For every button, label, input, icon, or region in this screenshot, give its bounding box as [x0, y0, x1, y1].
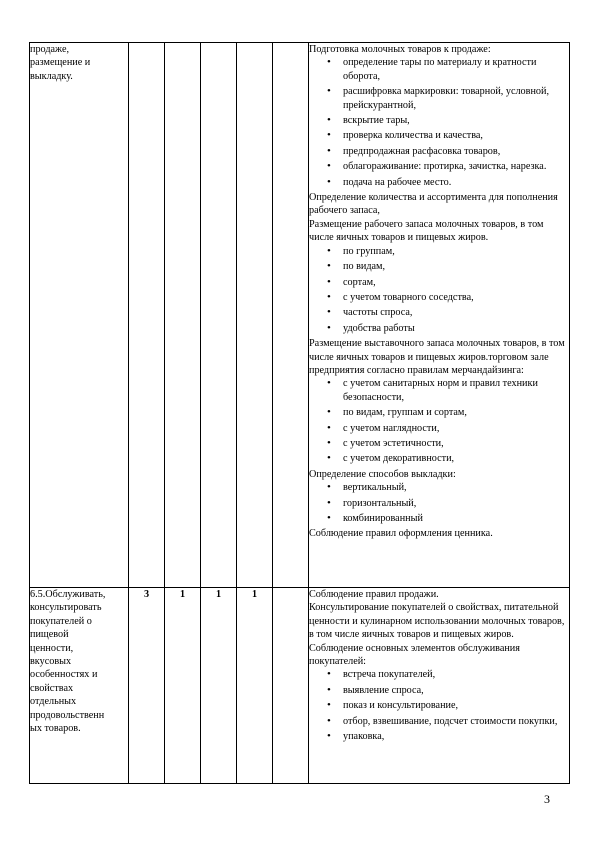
list-item: • выявление спроса, [309, 684, 569, 697]
hours-cell [273, 588, 309, 784]
list-item: • с учетом товарного соседства, [309, 291, 569, 304]
activity-cell [309, 43, 570, 588]
list-item: • подача на рабочее место. [309, 176, 569, 189]
list-item: • с учетом санитарных норм и правил техники безопасности, [309, 377, 569, 404]
list-item: • определение тары по материалу и кратности оборота, [309, 56, 569, 83]
page-number: 3 [544, 792, 550, 806]
hours-cell [237, 43, 273, 588]
list-item: • с учетом наглядности, [309, 422, 569, 435]
hours-cell: 3 [129, 588, 165, 784]
list-item: • сортам, [309, 276, 569, 289]
list-item: • отбор, взвешивание, подсчет стоимости покупки, [309, 715, 569, 728]
list-item: • упаковка, [309, 730, 569, 743]
list-item: • проверка количества и качества, [309, 129, 569, 142]
list-item: • по видам, группам и сортам, [309, 406, 569, 419]
bullet-list [309, 377, 569, 465]
bullet-list [309, 245, 569, 335]
activity-content [309, 43, 569, 541]
bullet-list [309, 56, 569, 189]
list-item: • вертикальный, [309, 481, 569, 494]
competency-text: продаже, размещение и выкладку. [30, 44, 91, 82]
list-item: • предпродажная расфасовка товаров, [309, 145, 569, 158]
table-row [30, 43, 570, 588]
activity-content [309, 588, 569, 743]
list-item: • расшифровка маркировки: товарной, условной, прейскурантной, [309, 85, 569, 112]
paragraph: Соблюдение правил продажи. [309, 589, 439, 600]
competency-cell [30, 43, 129, 588]
hours-cell: 1 [201, 588, 237, 784]
list-item: • с учетом декоративности, [309, 452, 569, 465]
paragraph: Размещение рабочего запаса молочных товаров, в том числе яичных товаров и пищевых жиров. [309, 218, 544, 244]
list-item: • комбинированный [309, 512, 569, 525]
hours-cell [273, 43, 309, 588]
paragraph: Подготовка молочных товаров к продаже: [309, 44, 491, 55]
paragraph: Соблюдение основных элементов обслуживания покупателей: [309, 642, 520, 668]
paragraph: Соблюдение правил оформления ценника. [309, 528, 493, 540]
hours-cell: 1 [237, 588, 273, 784]
list-item: • удобства работы [309, 322, 569, 335]
paragraph: Размещение выставочного запаса молочных товаров, в том числе яичных товаров и пищевых жиров.торговом зале предприятия согласно правилам мерчандайзинга: [309, 338, 565, 376]
bullet-list [309, 668, 569, 743]
list-item: • вскрытие тары, [309, 114, 569, 127]
activity-cell [309, 588, 570, 784]
hours-cell [129, 43, 165, 588]
list-item: • показ и консультирование, [309, 699, 569, 712]
hours-cell: 1 [165, 588, 201, 784]
bullet-list [309, 481, 569, 525]
list-item: • по группам, [309, 245, 569, 258]
competency-cell [30, 588, 129, 784]
competency-text: 6.5.Обслуживать, консультировать покупателей о пищевой ценности, вкусовых особенностях и свойствах отдельных продовольственн ых товаров. [30, 589, 106, 735]
list-item: • с учетом эстетичности, [309, 437, 569, 450]
list-item: • горизонтальный, [309, 497, 569, 510]
paragraph: Определение количества и ассортимента для пополнения рабочего запаса, [309, 192, 558, 217]
hours-cell [165, 43, 201, 588]
table-row [30, 588, 570, 784]
hours-cell [201, 43, 237, 588]
paragraph: Консультирование покупателей о свойствах, питательной ценности и кулинарном использовании молочных товаров, в том числе яичных товаров и пищевых жиров. [309, 602, 565, 641]
list-item: • частоты спроса, [309, 306, 569, 319]
paragraph: Определение способов выкладки: [309, 468, 456, 480]
competency-table [29, 42, 570, 784]
list-item: • по видам, [309, 260, 569, 273]
list-item: • облагораживание: протирка, зачистка, нарезка. [309, 160, 569, 173]
list-item: • встреча покупателей, [309, 668, 569, 681]
